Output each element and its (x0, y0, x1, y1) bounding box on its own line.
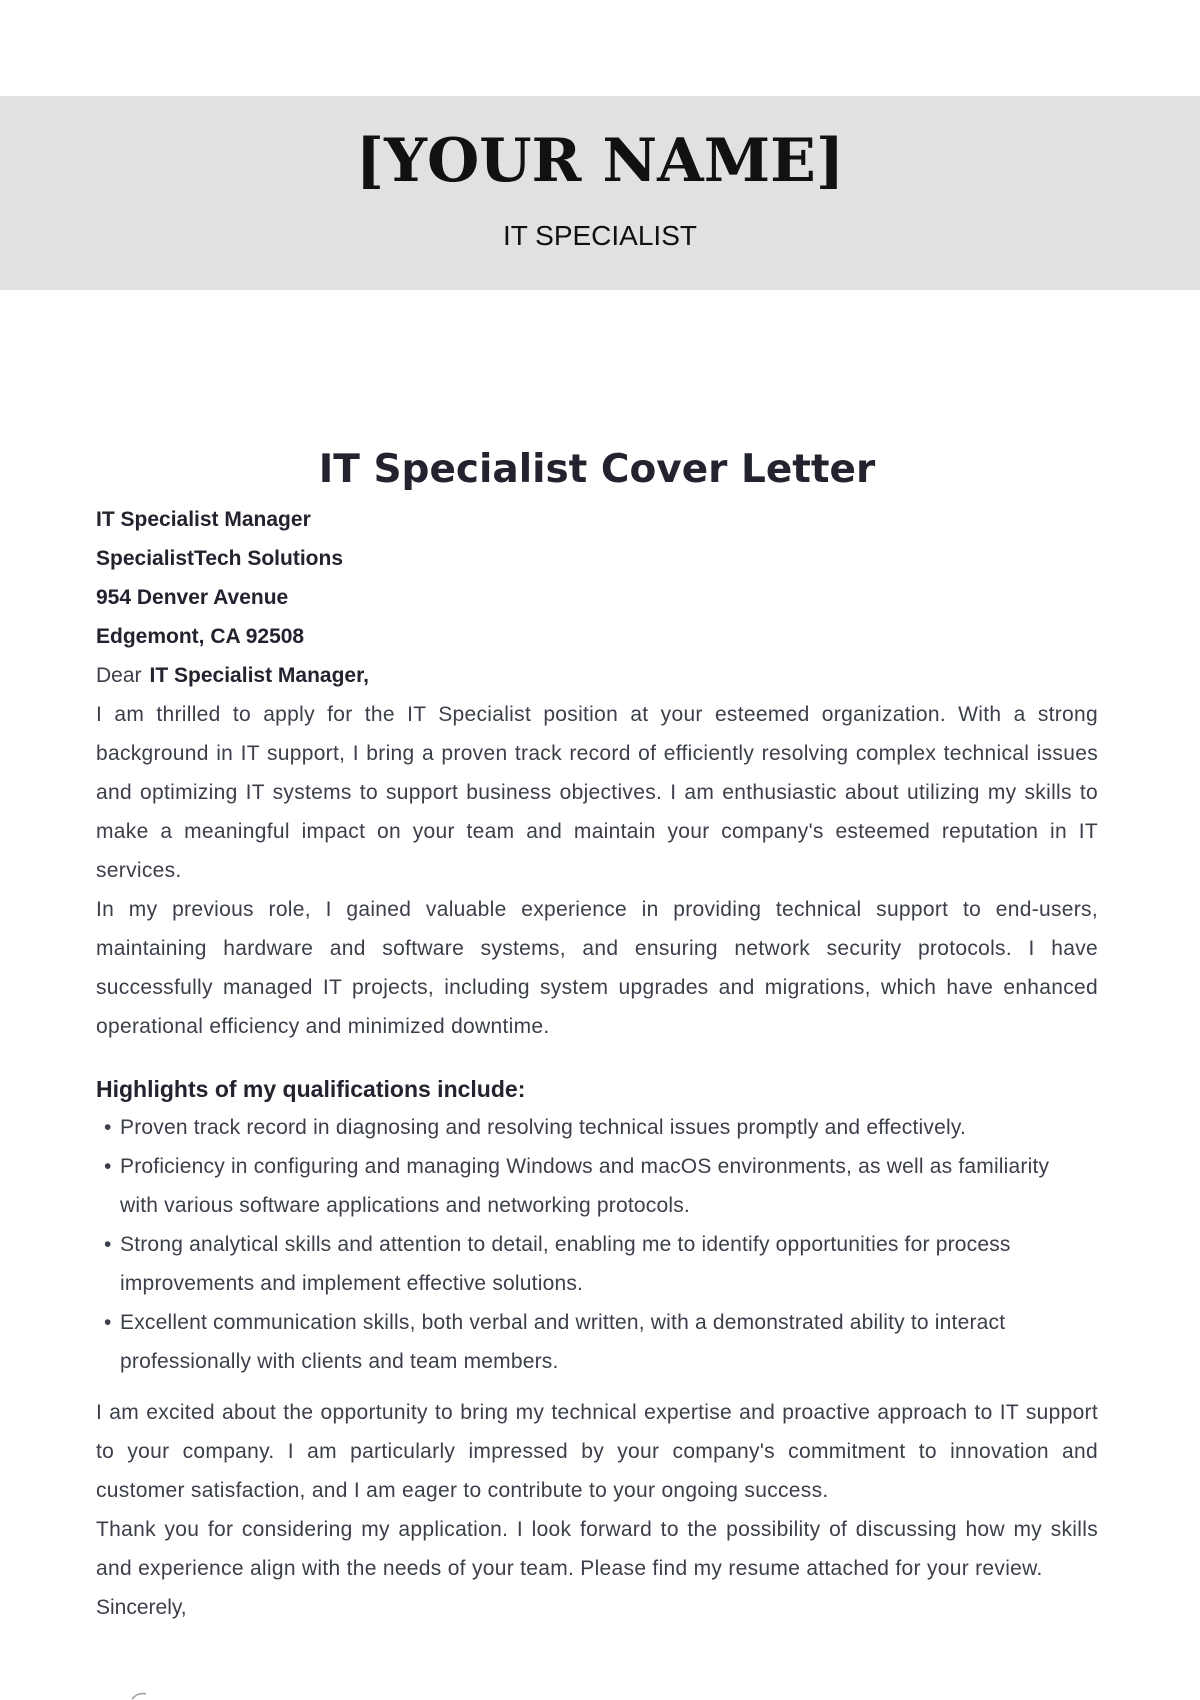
list-item (96, 1108, 1098, 1147)
intro-paragraph: I am thrilled to apply for the IT Specialist position at your esteemed organization. With a strong background in IT support, I bring a proven track record of efficiently resolving complex technical issues and optimizing IT systems to support business objectives. I am enthusiastic about utilizing my skills to make a meaningful impact on your team and maintain your company's esteemed reputation in IT services. (96, 703, 1098, 882)
experience-paragraph: In my previous role, I gained valuable experience in providing technical support to end-users, maintaining hardware and software systems, and ensuring network security protocols. I have successfully managed IT projects, including system upgrades and migrations, which have enhanced operational efficiency and minimized downtime. (96, 898, 1098, 1038)
salutation (96, 656, 1098, 695)
highlight-text: Strong analytical skills and attention to detail, enabling me to identify opportunities for process improvements and implement effective solutions. (120, 1233, 1011, 1295)
bullet-icon: • (104, 1116, 112, 1139)
list-item (96, 1303, 1098, 1381)
applicant-name: [YOUR NAME] (355, 126, 845, 196)
bullet-icon: • (104, 1311, 112, 1334)
signature-mark-icon (130, 1690, 150, 1700)
list-item (96, 1225, 1098, 1303)
list-item (96, 1147, 1098, 1225)
closing-paragraph-2: Thank you for considering my application. I look forward to the possibility of discussing how my skills and experience align with the needs of your team. Please find my resume attached for your review. (96, 1518, 1098, 1580)
highlights-heading: Highlights of my qualifications include: (96, 1076, 526, 1102)
highlights-list (96, 1108, 1098, 1381)
sign-off: Sincerely, (96, 1596, 187, 1619)
bullet-icon: • (104, 1233, 112, 1256)
recipient-street: 954 Denver Avenue (96, 586, 289, 609)
letter-title: IT Specialist Cover Letter (318, 447, 876, 492)
cover-letter-body (96, 440, 1098, 1627)
highlight-text: Proven track record in diagnosing and resolving technical issues promptly and effectively. (120, 1116, 966, 1139)
salutation-greeting: Dear (96, 664, 142, 687)
closing-paragraph-1: I am excited about the opportunity to bring my technical expertise and proactive approach to IT support to your company. I am particularly impressed by your company's commitment to innovation and customer satisfaction, and I am eager to contribute to your ongoing success. (96, 1401, 1098, 1502)
recipient-city-state-zip: Edgemont, CA 92508 (96, 625, 305, 648)
salutation-name: IT Specialist Manager, (149, 664, 369, 687)
recipient-company: SpecialistTech Solutions (96, 547, 343, 570)
recipient-title: IT Specialist Manager (96, 508, 311, 531)
bullet-icon: • (104, 1155, 112, 1178)
highlight-text: Proficiency in configuring and managing Windows and macOS environments, as well as familiarity with various software applications and networking protocols. (120, 1155, 1050, 1217)
applicant-job-title: IT SPECIALIST (503, 220, 697, 251)
highlight-text: Excellent communication skills, both verbal and written, with a demonstrated ability to interact professionally with clients and team members. (120, 1311, 1006, 1373)
